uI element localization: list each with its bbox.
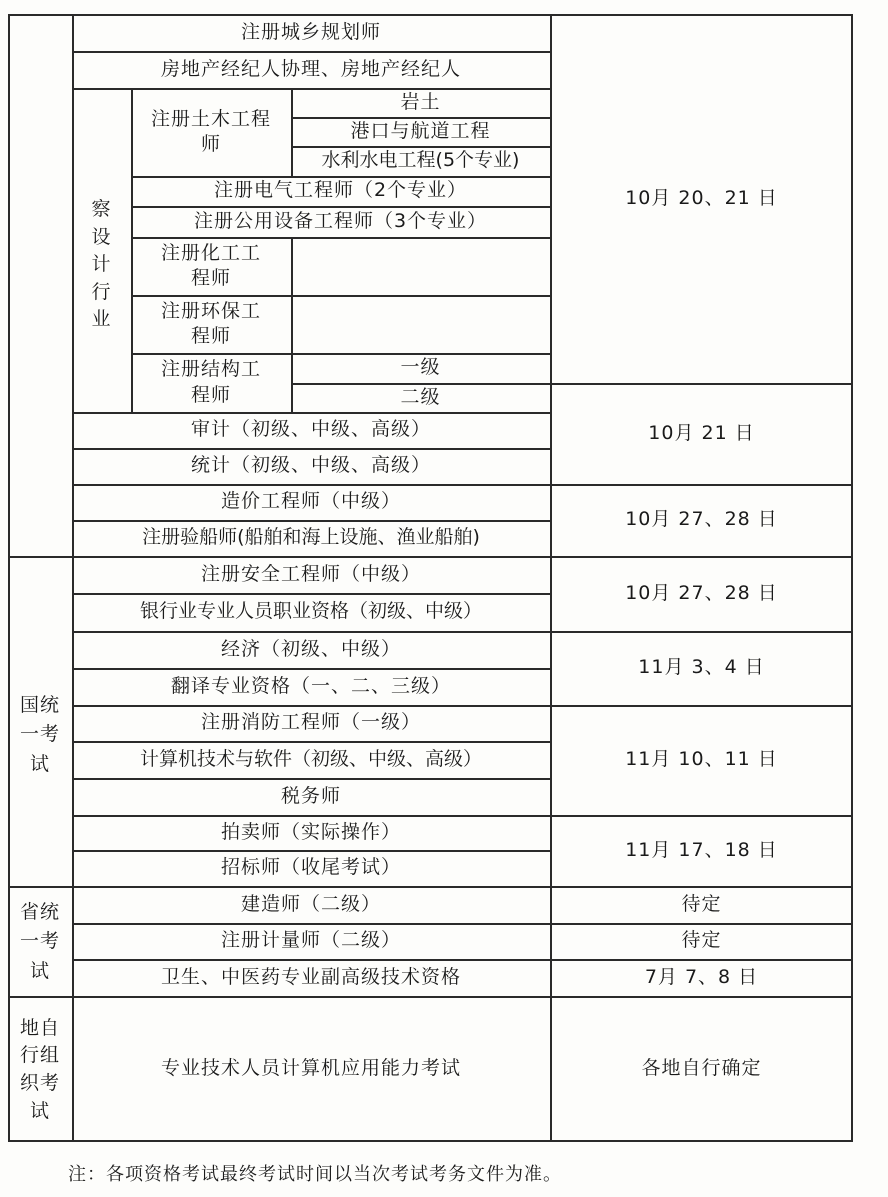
exam-metrology: 注册计量师（二级） — [220, 929, 401, 952]
exam-safety-engineer: 注册安全工程师（中级） — [200, 562, 421, 585]
exam-computer-software: 计算机技术与软件（初级、中级、高级） — [139, 747, 482, 770]
exam-structural-level1: 一级 — [400, 356, 441, 379]
exam-structural — [131, 353, 291, 412]
exam-structural-level2: 二级 — [400, 385, 441, 408]
category-label: 国统一考试 — [19, 693, 60, 775]
exam-chemical — [131, 237, 291, 295]
exam-electrical: 注册电气工程师（2个专业） — [213, 179, 468, 202]
exam-civil-engineer — [131, 88, 291, 176]
exam-health: 卫生、中医药专业副高级技术资格 — [160, 965, 461, 988]
exam-civil-sub-hydro: 水利水电工程(5个专业) — [321, 149, 520, 172]
exam-label: 注册化工工程师 — [161, 241, 262, 289]
date-oct-27-28-a: 10月 27、28 日 — [625, 508, 778, 531]
exam-computer-application: 专业技术人员计算机应用能力考试 — [160, 1057, 461, 1080]
category-survey-design — [72, 190, 131, 340]
category-label: 省统一考试 — [19, 900, 60, 982]
exam-ship-surveyor: 注册验船师(船舶和海上设施、渔业船舶) — [142, 526, 480, 549]
date-nov-17-18: 11月 17、18 日 — [625, 838, 778, 861]
exam-economics: 经济（初级、中级） — [220, 637, 401, 660]
date-jul-7-8: 7月 7、8 日 — [644, 965, 759, 988]
exam-translation: 翻译专业资格（一、二、三级） — [170, 674, 451, 697]
date-tbd-constructor: 待定 — [681, 892, 722, 915]
exam-civil-sub-geotech: 岩土 — [400, 90, 441, 113]
date-oct-27-28-b: 10月 27、28 日 — [625, 581, 778, 604]
exam-urban-planner: 注册城乡规划师 — [240, 20, 381, 43]
footnote: 注：各项资格考试最终考试时间以当次考试考务文件为准。 — [68, 1164, 562, 1185]
category-national — [8, 680, 72, 790]
date-local: 各地自行确定 — [641, 1057, 762, 1080]
exam-banking: 银行业专业人员职业资格（初级、中级） — [139, 600, 482, 623]
exam-label: 注册结构工程师 — [161, 358, 262, 406]
exam-cost-engineer: 造价工程师（中级） — [220, 490, 401, 513]
category-label: 地自行组织考试 — [19, 1016, 60, 1122]
exam-audit: 审计（初级、中级、高级） — [190, 418, 431, 441]
date-nov-10-11: 11月 10、11 日 — [625, 748, 778, 771]
exam-constructor: 建造师（二级） — [240, 892, 381, 915]
date-oct-20-21: 10月 20、21 日 — [625, 186, 778, 209]
category-local — [8, 998, 72, 1142]
date-oct-21: 10月 21 日 — [648, 421, 755, 444]
exam-label: 注册土木工程师 — [150, 107, 271, 155]
exam-utility: 注册公用设备工程师（3个专业） — [193, 209, 488, 232]
exam-fire-engineer: 注册消防工程师（一级） — [200, 711, 421, 734]
exam-civil-sub-port: 港口与航道工程 — [350, 119, 491, 142]
exam-bidding: 招标师（收尾考试） — [220, 856, 401, 879]
exam-label: 注册环保工程师 — [161, 299, 262, 347]
exam-environmental — [131, 295, 291, 353]
date-nov-3-4: 11月 3、4 日 — [638, 656, 765, 679]
category-label: 察设计行业 — [91, 198, 112, 331]
date-tbd-metrology: 待定 — [681, 929, 722, 952]
exam-tax-agent: 税务师 — [280, 784, 341, 807]
exam-auctioneer: 拍卖师（实际操作） — [220, 820, 401, 843]
exam-statistics: 统计（初级、中级、高级） — [190, 454, 431, 477]
category-provincial — [8, 888, 72, 996]
exam-real-estate-agent: 房地产经纪人协理、房地产经纪人 — [160, 57, 461, 80]
